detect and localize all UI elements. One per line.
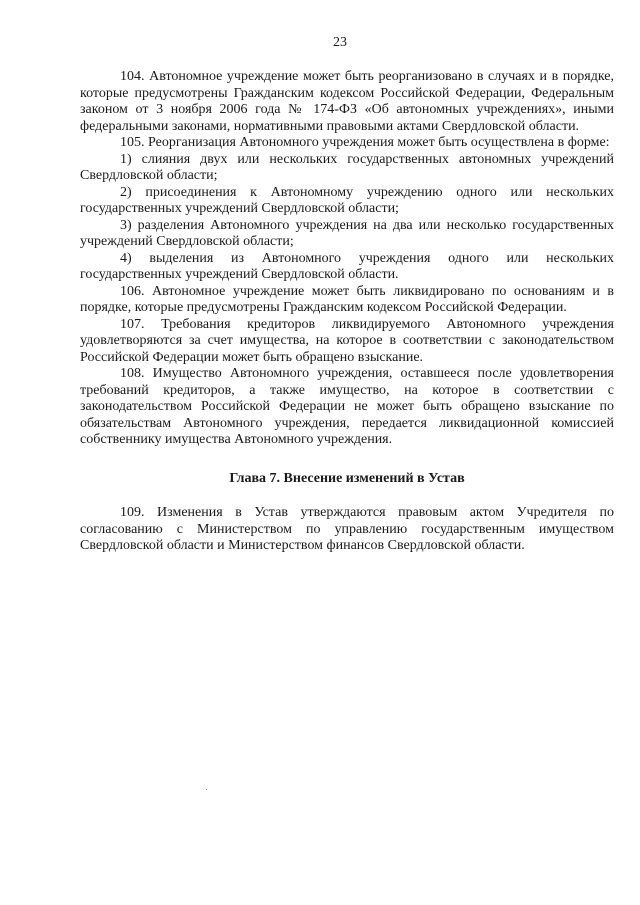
paragraph-105: 105. Реорганизация Автономного учреждения может быть осуществлена в форме: xyxy=(120,135,610,150)
paragraph-106: 106. Автономное учреждение может быть ликвидировано по основаниям и в порядке, которые предусмотрены Гражданским кодексом Российской Федерации. xyxy=(80,283,614,315)
chapter-heading: Глава 7. Внесение изменений в Устав xyxy=(229,470,465,486)
list-item-division: 3) разделения Автономного учреждения на два или несколько государственных учреждений Свердловской области; xyxy=(80,217,614,249)
list-item-accession: 2) присоединения к Автономному учреждению одного или нескольких государственных учреждений Свердловской области; xyxy=(80,184,614,216)
scan-artifact xyxy=(206,789,207,790)
paragraph-104: 104. Автономное учреждение может быть реорганизовано в случаях и в порядке, которые предусмотрены Гражданским кодексом Российской Федерации, Федеральным законом от 3 ноября 2006 года № 174-ФЗ «Об автономных учреждениях», иными федеральными законами, нормативными правовыми актами Свердловской области. xyxy=(80,69,614,134)
page-number: 23 xyxy=(333,35,347,50)
paragraph-107: 107. Требования кредиторов ликвидируемого Автономного учреждения удовлетворяются за счет имущества, на которое в соответствии с законодательством Российской Федерации может быть обращено взыскание. xyxy=(80,316,614,365)
list-item-merger: 1) слияния двух или нескольких государственных автономных учреждений Свердловской области; xyxy=(80,151,614,183)
paragraph-108: 108. Имущество Автономного учреждения, оставшееся после удовлетворения требований кредиторов, а также имущество, на которое в соответствии с законодательством Российской Федерации не может быть обращено взыскание по обязательствам Автономного учреждения, передается ликвидационной комиссией собственнику имущества Автономного учреждения. xyxy=(80,366,614,447)
paragraph-109: 109. Изменения в Устав утверждаются правовым актом Учредителя по согласованию с Министерством по управлению государственным имуществом Свердловской области и Министерством финансов Свердловской области. xyxy=(80,505,614,553)
list-item-separation: 4) выделения из Автономного учреждения одного или нескольких государственных учреждений Свердловской области. xyxy=(80,250,614,282)
document-body xyxy=(80,69,614,555)
